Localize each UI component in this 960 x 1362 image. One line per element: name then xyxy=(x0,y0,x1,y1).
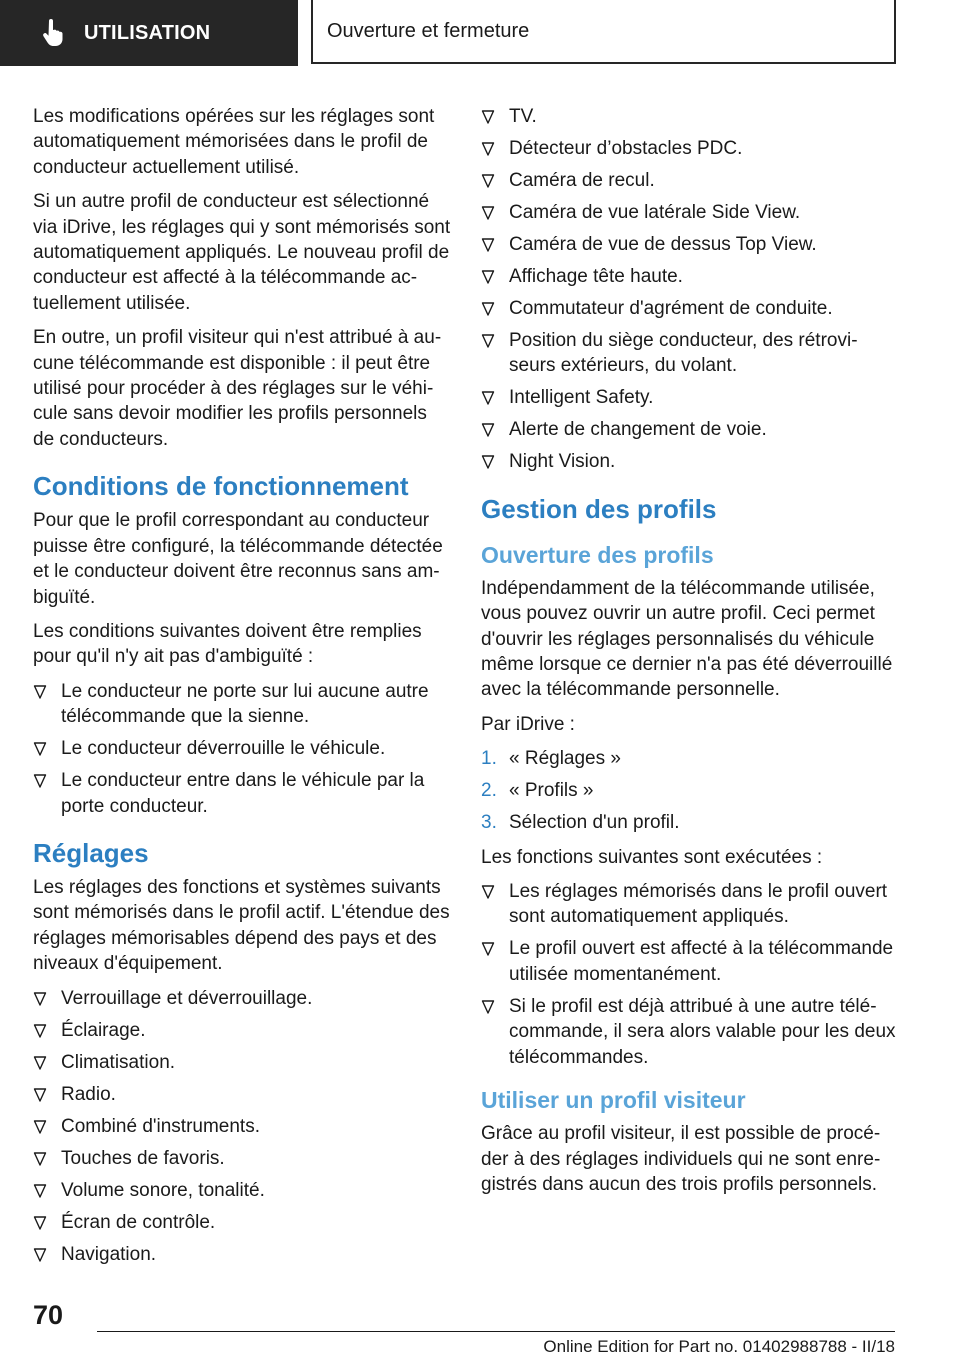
list-item xyxy=(33,1210,451,1235)
header-topic-box xyxy=(311,0,896,64)
paragraph: Par iDrive : xyxy=(481,713,575,735)
heading-reglages: Réglages xyxy=(33,837,149,868)
step-text: « Réglages » xyxy=(509,748,621,770)
list-item xyxy=(481,136,896,161)
page-number: 70 xyxy=(33,1300,64,1330)
list-item-text: Éclairage. xyxy=(61,1019,146,1041)
list-item xyxy=(33,1018,451,1043)
triangle-bullet-icon xyxy=(481,108,495,126)
left-column xyxy=(33,104,451,1276)
list-item xyxy=(481,200,896,225)
triangle-bullet-icon xyxy=(481,421,495,439)
triangle-bullet-icon xyxy=(33,1086,47,1104)
list-item xyxy=(481,936,896,987)
list-item xyxy=(481,296,896,321)
list-item xyxy=(481,810,896,835)
header-section-title: UTILISATION xyxy=(84,21,211,44)
list-item xyxy=(481,746,896,771)
step-text: « Profils » xyxy=(509,780,594,802)
heading-conditions: Conditions de fonctionnement xyxy=(33,471,409,502)
settings-list xyxy=(33,986,451,1267)
step-number: 2. xyxy=(481,780,497,802)
list-item-text: Radio. xyxy=(61,1083,116,1105)
list-item xyxy=(33,1050,451,1075)
list-item-text: Verrouillage et déverrouillage. xyxy=(61,987,313,1009)
list-item xyxy=(33,1082,451,1107)
list-item-text: Le conducteur ne porte sur lui aucune autre télécommande que la sienne. xyxy=(61,680,429,728)
functions-list xyxy=(481,879,896,1070)
triangle-bullet-icon xyxy=(33,740,47,758)
triangle-bullet-icon xyxy=(481,332,495,350)
paragraph: Les modifications opérées sur les réglages sont automatiquement mémorisées dans le profil de conducteur actuellement utilisé. xyxy=(33,106,435,178)
list-item xyxy=(33,768,451,819)
list-item xyxy=(481,994,896,1070)
triangle-bullet-icon xyxy=(481,172,495,190)
triangle-bullet-icon xyxy=(33,1182,47,1200)
paragraph: Indépendamment de la télécommande utilisée, vous pouvez ouvrir un autre profil. Ceci permet d'ouvrir les réglages personnalisés du véhicule même lorsque ce dernier n'a pas été déverrouillé avec la télécommande personnelle. xyxy=(481,577,893,701)
list-item xyxy=(33,736,451,761)
list-item-text: Le conducteur déverrouille le véhicule. xyxy=(61,738,386,760)
triangle-bullet-icon xyxy=(481,268,495,286)
heading-gestion: Gestion des profils xyxy=(481,493,717,524)
list-item xyxy=(33,986,451,1011)
list-item-text: Volume sonore, tonalité. xyxy=(61,1179,265,1201)
list-item xyxy=(33,679,451,730)
triangle-bullet-icon xyxy=(33,1214,47,1232)
triangle-bullet-icon xyxy=(481,300,495,318)
list-item-text: Night Vision. xyxy=(509,451,616,473)
step-text: Sélection d'un profil. xyxy=(509,812,680,834)
triangle-bullet-icon xyxy=(33,990,47,1008)
triangle-bullet-icon xyxy=(481,204,495,222)
list-item-text: Caméra de recul. xyxy=(509,170,655,191)
list-item xyxy=(481,264,896,289)
list-item xyxy=(481,449,896,474)
list-item xyxy=(33,1242,451,1267)
list-item-text: TV. xyxy=(509,106,537,127)
subheading-visiteur: Utiliser un profil visiteur xyxy=(481,1087,746,1114)
list-item-text: Le conducteur entre dans le véhicule par la porte conducteur. xyxy=(61,770,425,817)
triangle-bullet-icon xyxy=(481,236,495,254)
step-number: 1. xyxy=(481,748,497,770)
header-topic-title: Ouverture et fermeture xyxy=(327,19,530,42)
list-item xyxy=(481,778,896,803)
list-item-text: Détecteur d’obstacles PDC. xyxy=(509,138,743,159)
paragraph: Si un autre profil de conducteur est sélectionné via iDrive, les réglages qui y sont mémorisés sont automatiquement appliqués. Le nouveau profil de conducteur est affecté à la télécommande actuellement utilisée. xyxy=(33,191,451,314)
triangle-bullet-icon xyxy=(481,140,495,158)
triangle-bullet-icon xyxy=(481,883,495,901)
paragraph: Grâce au profil visiteur, il est possible de procéder à des réglages individuels qui ne sont enregistrés dans aucun des trois profils personnels. xyxy=(481,1123,881,1195)
list-item-text: Écran de contrôle. xyxy=(61,1211,216,1233)
list-item-text: Si le profil est déjà attribué à une autre télécommande, il sera alors valable pour les deux télécommandes. xyxy=(509,995,896,1068)
list-item xyxy=(33,1114,451,1139)
list-item xyxy=(481,168,896,193)
list-item-text: Caméra de vue de dessus Top View. xyxy=(509,234,817,255)
triangle-bullet-icon xyxy=(481,998,495,1016)
triangle-bullet-icon xyxy=(33,1246,47,1264)
triangle-bullet-icon xyxy=(33,1150,47,1168)
list-item-text: Combiné d'instruments. xyxy=(61,1115,260,1137)
triangle-bullet-icon xyxy=(33,1054,47,1072)
triangle-bullet-icon xyxy=(481,940,495,958)
paragraph: Pour que le profil correspondant au conducteur puisse être configuré, la télécommande détectée et le conducteur doivent être reconnus sans ambiguïté. xyxy=(33,510,443,608)
triangle-bullet-icon xyxy=(33,1022,47,1040)
settings-list-continued xyxy=(481,104,896,475)
header-section-tab xyxy=(0,0,298,66)
list-item xyxy=(481,417,896,442)
steps-list xyxy=(481,746,896,835)
triangle-bullet-icon xyxy=(481,453,495,471)
paragraph: En outre, un profil visiteur qui n'est attribué à aucune télécommande est disponible : il peut être utilisé pour procéder à des réglages sur le véhicule sans devoir modifier les profils personnels de conducteurs. xyxy=(33,327,442,450)
list-item-text: Affichage tête haute. xyxy=(509,266,683,287)
triangle-bullet-icon xyxy=(33,683,47,701)
list-item-text: Le profil ouvert est affecté à la télécommande utilisée momentanément. xyxy=(509,938,894,985)
footer-edition: Online Edition for Part no. 01402988788 - II/18 xyxy=(543,1337,895,1356)
triangle-bullet-icon xyxy=(33,772,47,790)
footer-divider xyxy=(97,1331,895,1332)
list-item xyxy=(481,104,896,129)
conditions-list xyxy=(33,679,451,819)
list-item xyxy=(481,385,896,410)
list-item-text: Climatisation. xyxy=(61,1051,176,1073)
subheading-ouverture: Ouverture des profils xyxy=(481,541,714,568)
list-item-text: Les réglages mémorisés dans le profil ouvert sont automatiquement appliqués. xyxy=(509,881,888,928)
right-column xyxy=(481,104,896,1206)
list-item-text: Commutateur d'agrément de conduite. xyxy=(509,298,833,319)
hand-pointer-icon xyxy=(38,18,68,48)
triangle-bullet-icon xyxy=(33,1118,47,1136)
paragraph: Les fonctions suivantes sont exécutées : xyxy=(481,846,823,868)
list-item xyxy=(33,1146,451,1171)
list-item xyxy=(33,1178,451,1203)
paragraph: Les conditions suivantes doivent être remplies pour qu'il n'y ait pas d'ambiguïté : xyxy=(33,620,422,668)
list-item xyxy=(481,328,896,379)
step-number: 3. xyxy=(481,812,497,834)
list-item-text: Position du siège conducteur, des rétroviseurs extérieurs, du volant. xyxy=(509,330,858,377)
triangle-bullet-icon xyxy=(481,389,495,407)
list-item xyxy=(481,879,896,930)
list-item-text: Caméra de vue latérale Side View. xyxy=(509,202,801,223)
list-item-text: Navigation. xyxy=(61,1243,157,1265)
paragraph: Les réglages des fonctions et systèmes suivants sont mémorisés dans le profil actif. L'étendue des réglages mémorisables dépend des pays et des niveaux d'équipement. xyxy=(33,876,450,975)
list-item-text: Intelligent Safety. xyxy=(509,387,654,409)
list-item-text: Alerte de changement de voie. xyxy=(509,419,767,441)
list-item xyxy=(481,232,896,257)
list-item-text: Touches de favoris. xyxy=(61,1147,225,1169)
